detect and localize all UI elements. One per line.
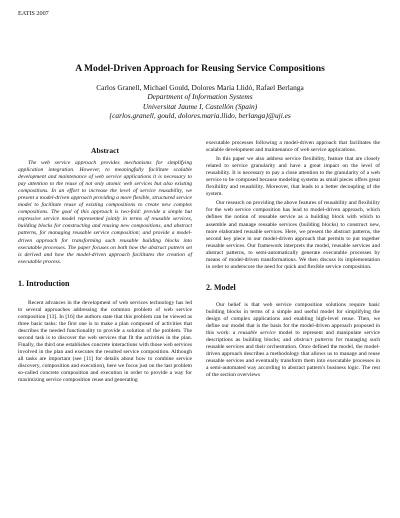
introduction-heading: 1. Introduction	[18, 278, 70, 288]
paragraph-research: Our research on providing the above features of reusability and flexibility for the web service composition has lead to model-driven approach, which defines the notion of reusable service as a building block with which to assemble and manage reusable services (building blocks) to construct new, more elaborated reusable services. Here, we present the abstract patterns, the second key piece in our model-driven approach that permits to put together reusable services. Our framework interprets the model, reusable services and abstract patterns, to semi-automatically generate executable processes by means of model-driven transformations. We then discuss its implementation in order to underscore the need for quick and flexible service composition.	[206, 200, 380, 270]
author-names: Carlos Granell, Michael Gould, Dolores María Llidó, Rafael Berlanga	[96, 83, 304, 92]
author-university: Universitat Jaume I, Castellón (Spain)	[142, 101, 258, 111]
model-term-reusable-service: reusable service	[238, 330, 276, 337]
author-block	[0, 83, 400, 120]
right-column	[206, 140, 380, 379]
model-text-c: for managing such reusable services and their orchestration. Once defined the model, the model-driven approach describes a methodology that allows us to manage and reuse reusable services and eventually transform them into executable processes in a semi-automated way according to abstract pattern's business logic. The rest of the section overviews	[206, 337, 381, 379]
model-term-abstract-patterns: abstract patterns	[293, 337, 334, 344]
introduction-paragraph: Recent advances in the development of web services technology has led to several approaches addressing the common problem of web service composition [13]. In [16] the authors state that this problem can be viewed as three basic tasks: the first one is to make a plan composed of activities that describes the needed functionality to provide a solution of the problem. The second task is to discover the web services that fit the activities in the plan. Finally, the third one establishes concrete interactions with those web services involved in the plan and executes the resulted service composition. Although all tasks are important (see [11] for details about how to combine service discovery, composition and execution), here we focus just on the last problem so-called concrete composition and execution in order to provide a way for maximizing service composition reuse and generating	[18, 299, 192, 384]
author-department: Department of Information Systems	[147, 92, 253, 102]
paper-title: A Model-Driven Approach for Reusing Service Compositions	[75, 63, 325, 74]
abstract-heading: Abstract	[91, 146, 119, 155]
abstract-text: The web service approach provides mechanisms for simplifying application integration. However, to meaningfully facilitate scalable development and maintenance of web service applications it is necessary to pay attention to the reuse of not only atomic web services but also existing compositions. In an effort to increase the level of service reusability, we present a model-driven approach providing a more flexible, structured service model to facilitate reuse of existing compositions to create new complex compositions. The goal of this approach is two-fold: provide a simple but expressive service model represented jointly in terms of reusable services, building blocks for constructing and reusing new compositions, and abstract patterns, for managing reusable service composition; and provide a model-driven approach for transforming such reusable building blocks into executable processes. The paper focuses on both how the abstract pattern set is derived and how the model-driven approach facilitates the creation of executable process.	[18, 160, 192, 265]
paragraph-continuation: executable processes following a model-driven approach that facilitates the scalable development and maintenance of web service applications.	[206, 140, 380, 154]
left-column	[18, 146, 192, 384]
model-heading: 2. Model	[206, 282, 236, 292]
model-paragraph	[206, 302, 380, 380]
venue-label: EATIS 2007	[18, 10, 49, 17]
author-emails: {carlos.granell, gould, dolores.maria.llido, berlanga}@uji.es	[109, 110, 291, 120]
paragraph-flexibility: In this paper we also address service flexibility, feature that are closely related to service granularity and have a great impact on the level of reusability. It is necessary to pay a close attention to the granularity of a web service to be composed because modeling systems as small pieces offers great flexibility and reusability. Moreover, that leads to a better decoupling of the system.	[206, 156, 380, 198]
model-text-a: Our belief is that web service composition solutions require basic building blocks in terms of a simple and useful model for simplifying the design of complex applications and enabling high-level reuse. Then, we define our model that is the basis for the model-driven approach proposed in this work: a	[206, 301, 380, 337]
model-text-b: model to represent and manipulate service descriptions as building blocks; and	[206, 330, 380, 344]
